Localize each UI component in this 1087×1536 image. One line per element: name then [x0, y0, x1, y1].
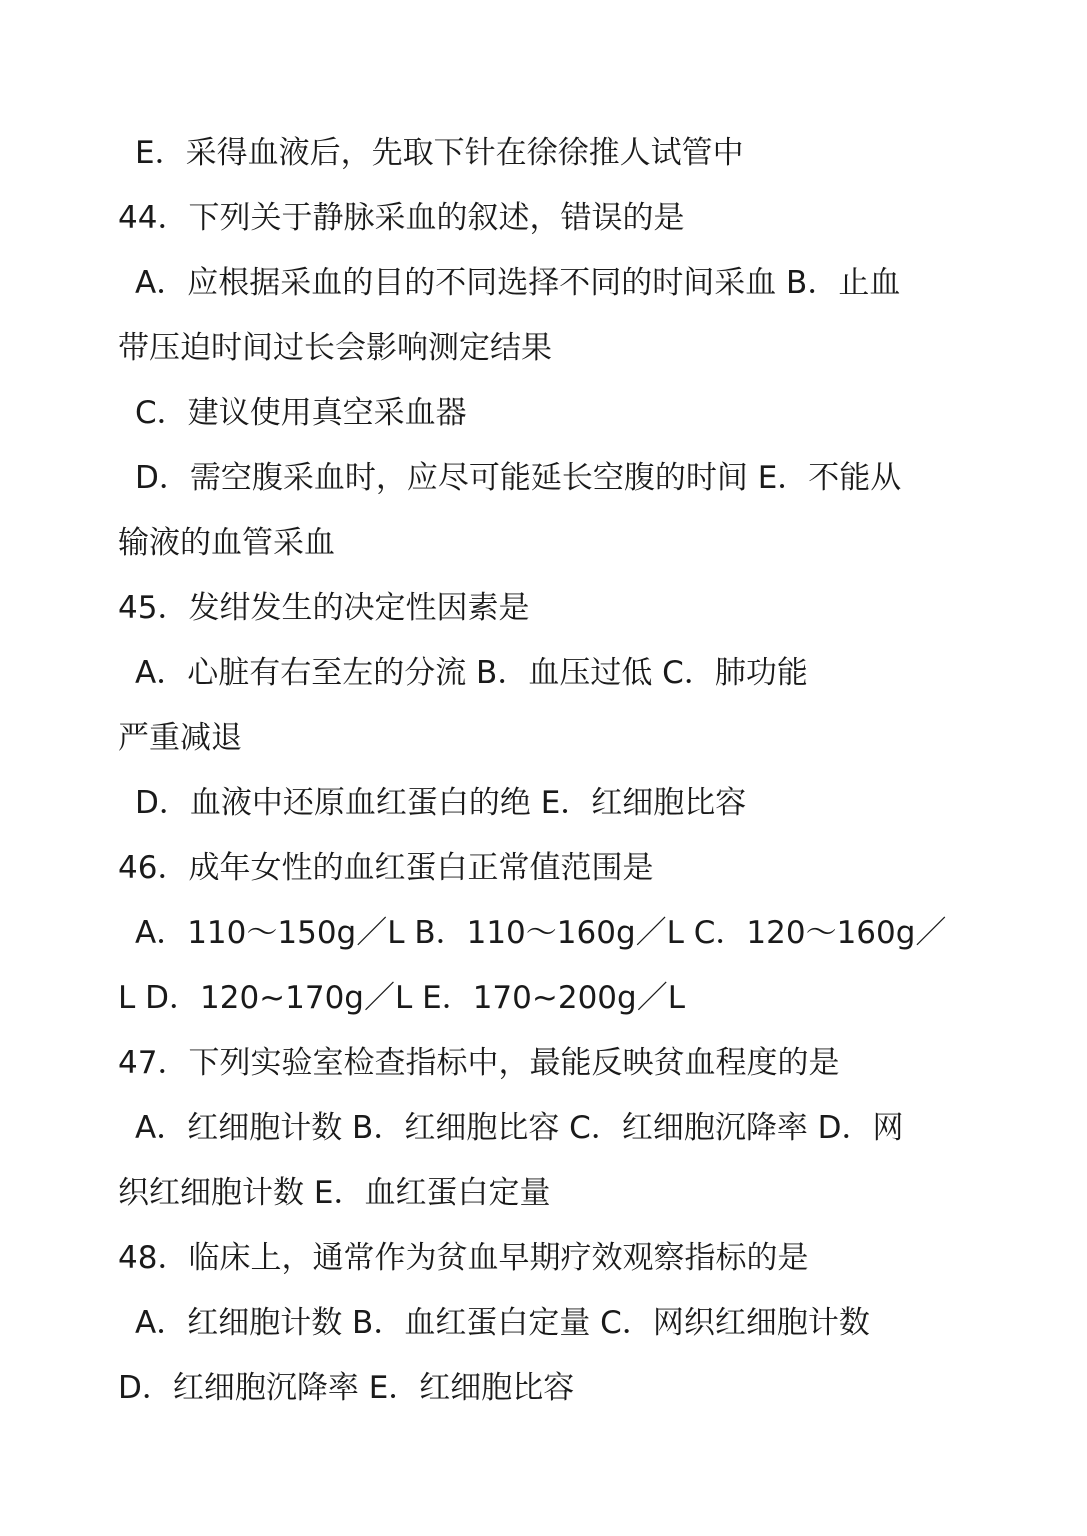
option-line: A．心脏有右至左的分流 B．血压过低 C．肺功能 [135, 655, 808, 691]
option-line: D．红细胞沉降率 E．红细胞比容 [118, 1370, 575, 1406]
option-line: D．血液中还原血红蛋白的绝 E．红细胞比容 [135, 785, 747, 821]
option-line: A．红细胞计数 B．血红蛋白定量 C．网织红细胞计数 [135, 1305, 870, 1341]
question-line: 48．临床上，通常作为贫血早期疗效观察指标的是 [118, 1240, 809, 1276]
option-line: A．红细胞计数 B．红细胞比容 C．红细胞沉降率 D．网 [135, 1110, 904, 1146]
question-line: 47．下列实验室检查指标中，最能反映贫血程度的是 [118, 1045, 840, 1081]
option-line: A．应根据采血的目的不同选择不同的时间采血 B．止血 [135, 265, 901, 301]
option-line: L D．120~170g／L E．170~200g／L [118, 980, 685, 1016]
option-line: 带压迫时间过长会影响测定结果 [118, 330, 552, 366]
question-line: 44．下列关于静脉采血的叙述，错误的是 [118, 200, 685, 236]
question-line: 45．发绀发生的决定性因素是 [118, 590, 530, 626]
option-line: 输液的血管采血 [118, 525, 335, 561]
option-line: C．建议使用真空采血器 [135, 395, 467, 431]
option-line: A．110～150g／L B．110～160g／L C．120～160g／ [135, 915, 947, 951]
question-line: 46．成年女性的血红蛋白正常值范围是 [118, 850, 654, 886]
option-line: D．需空腹采血时，应尽可能延长空腹的时间 E．不能从 [135, 460, 902, 496]
option-line: 织红细胞计数 E．血红蛋白定量 [118, 1175, 551, 1211]
option-line: 严重减退 [118, 720, 242, 756]
option-line: E．采得血液后，先取下针在徐徐推人试管中 [135, 135, 744, 171]
